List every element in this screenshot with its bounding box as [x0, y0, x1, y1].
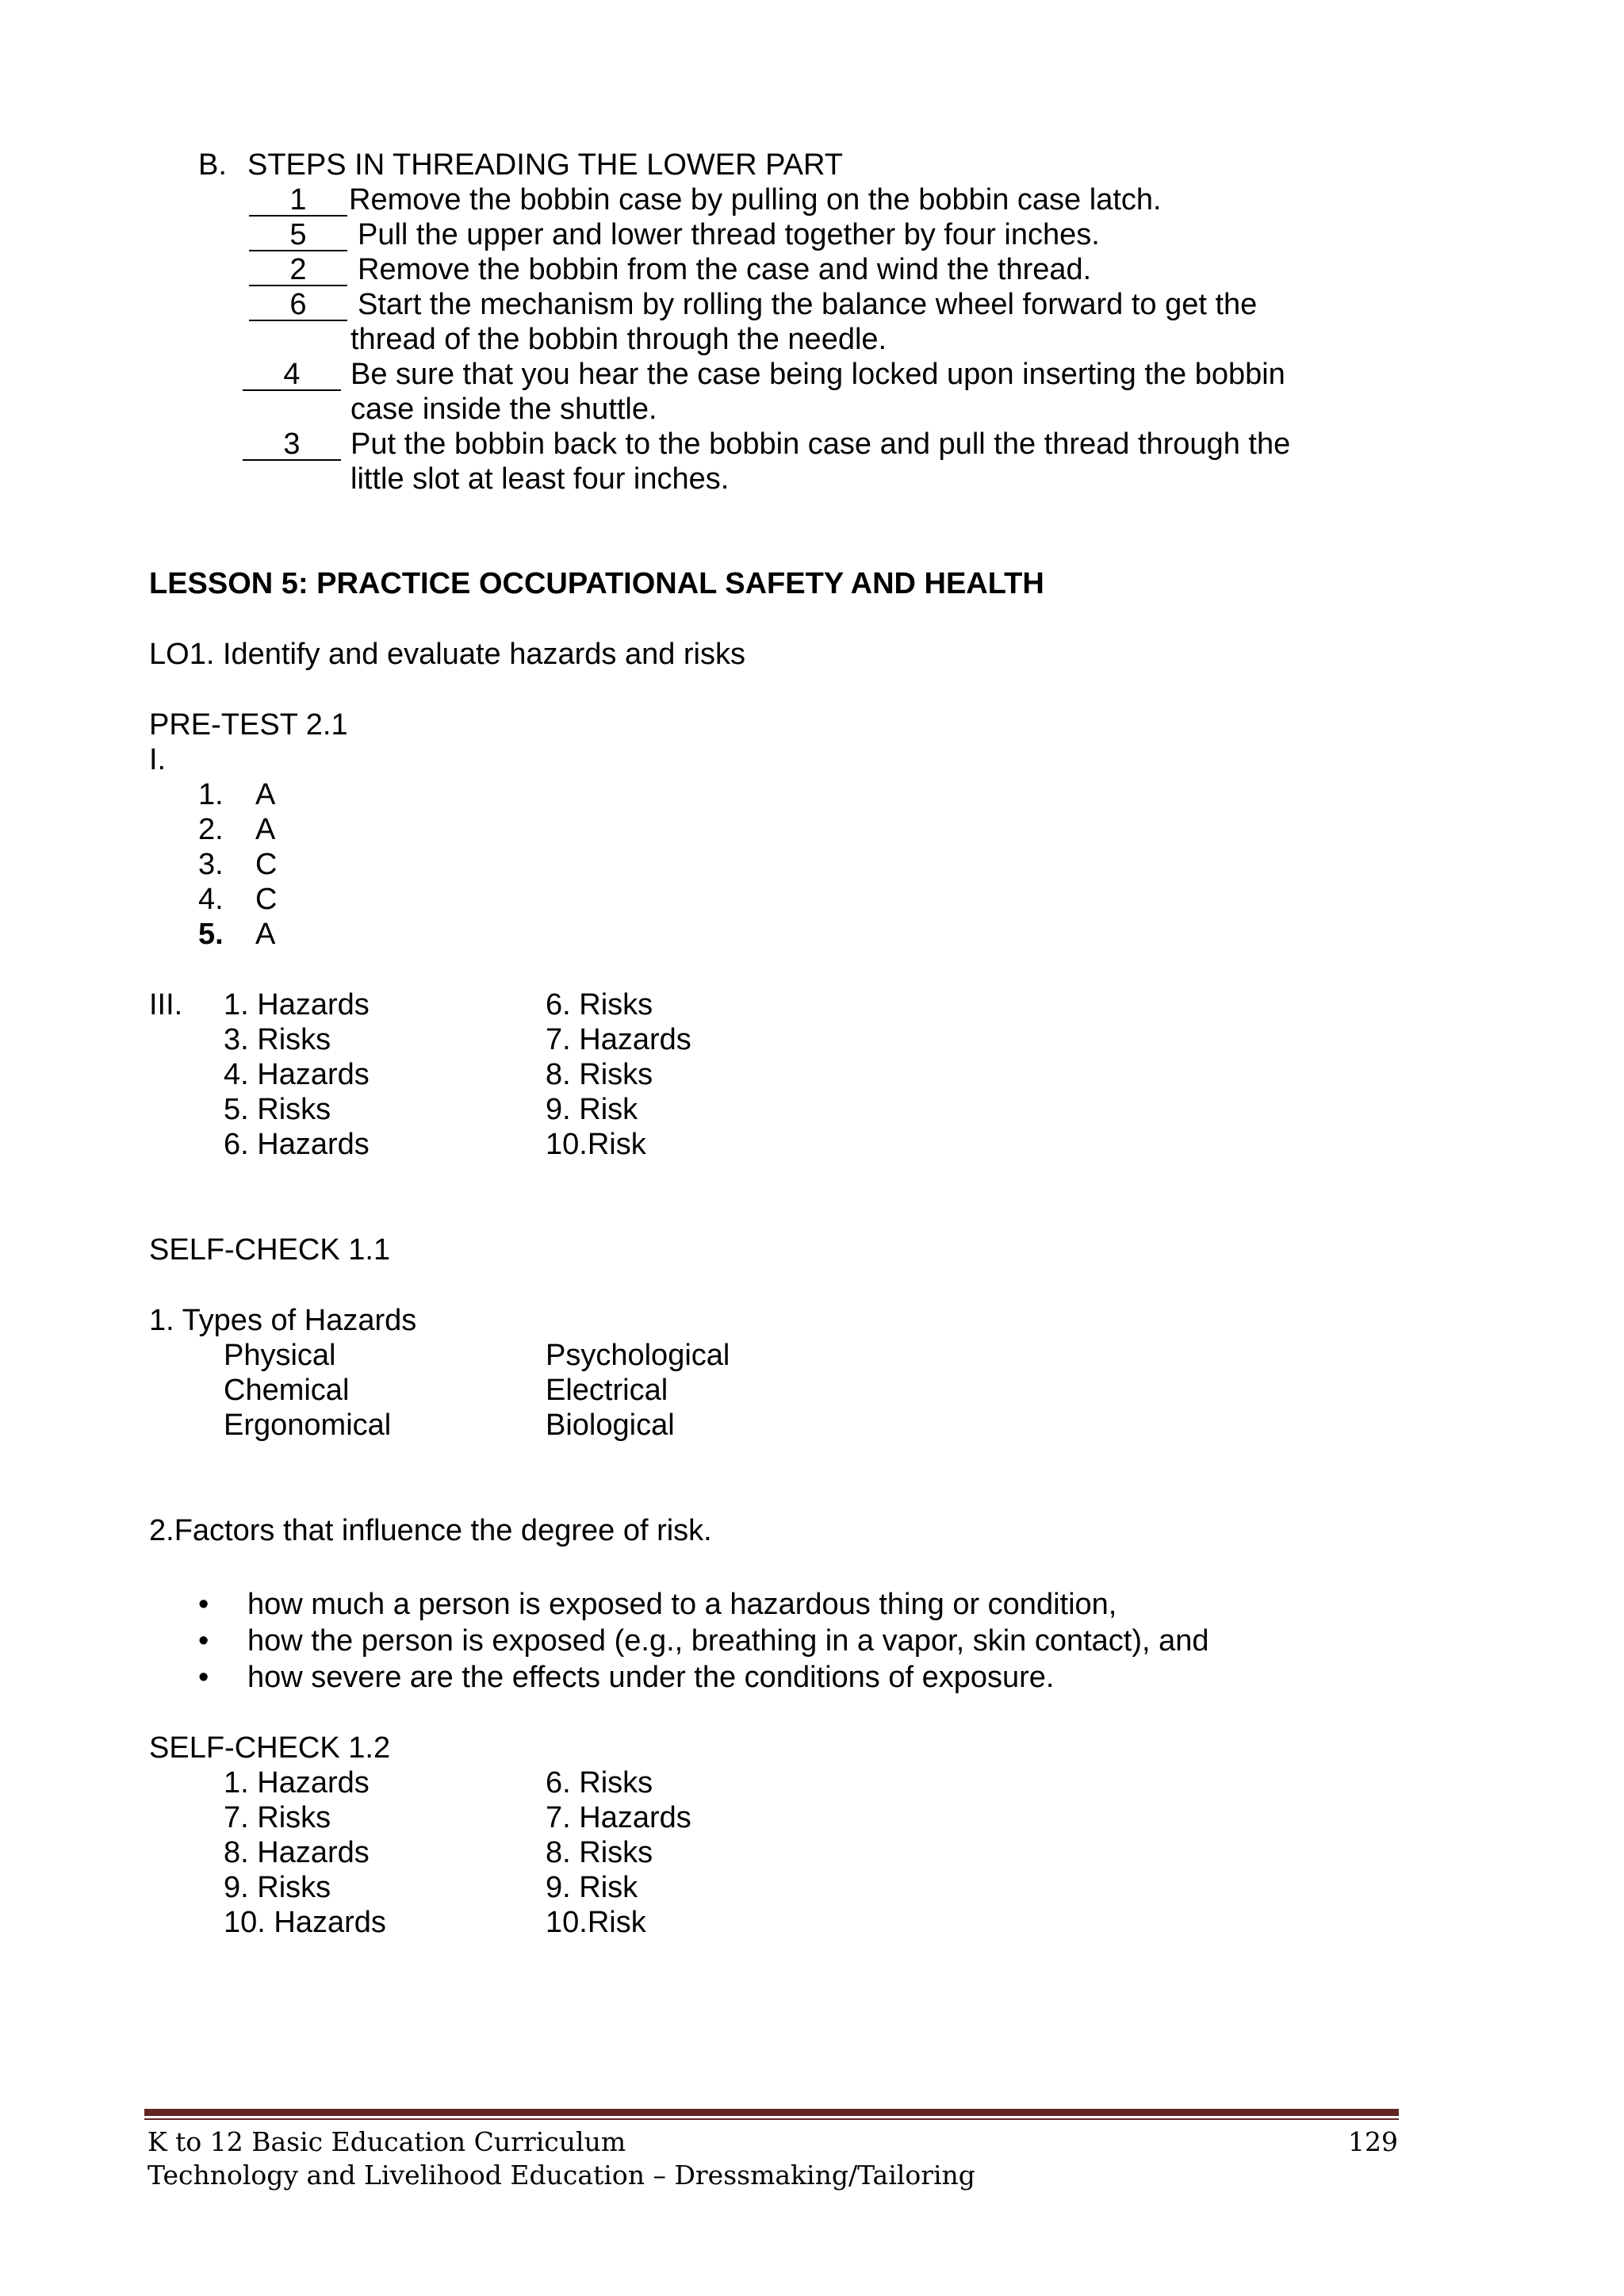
selfcheck-right-item: 7. Hazards	[546, 1801, 691, 1834]
footer-rule-thin	[144, 2118, 1399, 2120]
hazard-type: Biological	[546, 1409, 675, 1442]
step-number-blank: 6	[249, 289, 347, 321]
answer-number: 2.	[198, 813, 224, 846]
selfcheck-right-item: 9. Risk	[546, 1871, 638, 1904]
bullet-text: how the person is exposed (e.g., breathing in a vapor, skin contact), and	[247, 1624, 1209, 1658]
part3-left-item: 3. Risks	[224, 1023, 331, 1056]
answer-letter: A	[255, 918, 276, 951]
answer-number: 3.	[198, 848, 224, 881]
lesson-title: LESSON 5: PRACTICE OCCUPATIONAL SAFETY AND HEALTH	[149, 567, 1044, 600]
selfcheck-left-item: 7. Risks	[224, 1801, 331, 1834]
answer-letter: C	[255, 848, 278, 881]
step-number-blank: 1	[249, 185, 347, 217]
selfcheck-right-item: 10.Risk	[546, 1906, 646, 1939]
part3-left-item: 1. Hazards	[224, 988, 370, 1022]
hazard-type: Chemical	[224, 1374, 350, 1407]
hazard-type: Psychological	[546, 1339, 730, 1372]
answer-letter: A	[255, 813, 276, 846]
step-text-continued: case inside the shuttle.	[350, 393, 657, 426]
step-number-blank: 5	[249, 220, 347, 251]
step-number-blank: 3	[243, 429, 341, 461]
bullet-icon: •	[198, 1661, 209, 1694]
step-text: Remove the bobbin case by pulling on the bobbin case latch.	[349, 183, 1162, 217]
step-row	[249, 182, 347, 217]
pretest-part3-label: III.	[149, 988, 183, 1022]
step-row	[243, 357, 341, 392]
hazard-type: Physical	[224, 1339, 336, 1372]
selfcheck-left-item: 10. Hazards	[224, 1906, 386, 1939]
answer-number: 1.	[198, 778, 224, 811]
step-row	[249, 287, 347, 322]
step-number-blank: 2	[249, 255, 347, 286]
pretest-title: PRE-TEST 2.1	[149, 708, 348, 742]
step-text: Pull the upper and lower thread together by four inches.	[358, 218, 1100, 251]
selfcheck-1-2-title: SELF-CHECK 1.2	[149, 1731, 391, 1765]
step-row	[249, 252, 347, 287]
selfcheck-left-item: 8. Hazards	[224, 1836, 370, 1869]
footer-subject: Technology and Livelihood Education – Dressmaking/Tailoring	[147, 2160, 975, 2191]
step-text: Put the bobbin back to the bobbin case and pull the thread through the	[350, 427, 1291, 461]
step-row	[249, 217, 347, 252]
part3-left-item: 6. Hazards	[224, 1128, 370, 1161]
part3-left-item: 5. Risks	[224, 1093, 331, 1126]
hazard-type: Electrical	[546, 1374, 668, 1407]
selfcheck-1-1-title: SELF-CHECK 1.1	[149, 1233, 391, 1267]
part3-right-item: 10.Risk	[546, 1128, 646, 1161]
footer-curriculum: K to 12 Basic Education Curriculum	[147, 2126, 626, 2157]
answer-number: 5.	[198, 918, 224, 951]
pretest-part1-label: I.	[149, 743, 167, 776]
selfcheck-left-item: 9. Risks	[224, 1871, 331, 1904]
answer-letter: A	[255, 778, 276, 811]
selfcheck-right-item: 8. Risks	[546, 1836, 653, 1869]
selfcheck-question-1: 1. Types of Hazards	[149, 1304, 417, 1337]
part3-right-item: 6. Risks	[546, 988, 653, 1022]
selfcheck-left-item: 1. Hazards	[224, 1766, 370, 1800]
bullet-icon: •	[198, 1624, 209, 1658]
learning-outcome: LO1. Identify and evaluate hazards and risks	[149, 638, 746, 671]
part3-right-item: 9. Risk	[546, 1093, 638, 1126]
section-b-heading: STEPS IN THREADING THE LOWER PART	[247, 148, 843, 182]
answer-number: 4.	[198, 883, 224, 916]
section-b-letter: B.	[198, 148, 227, 182]
bullet-text: how severe are the effects under the conditions of exposure.	[247, 1661, 1055, 1694]
page-number: 129	[1348, 2126, 1398, 2157]
footer-rule-thick	[144, 2109, 1399, 2116]
step-text-continued: thread of the bobbin through the needle.	[350, 323, 887, 356]
selfcheck-right-item: 6. Risks	[546, 1766, 653, 1800]
bullet-icon: •	[198, 1588, 209, 1621]
step-text: Start the mechanism by rolling the balance wheel forward to get the	[358, 288, 1258, 321]
step-text: Be sure that you hear the case being locked upon inserting the bobbin	[350, 358, 1285, 391]
step-text-continued: little slot at least four inches.	[350, 462, 730, 496]
part3-left-item: 4. Hazards	[224, 1058, 370, 1091]
step-row	[243, 427, 341, 462]
hazard-type: Ergonomical	[224, 1409, 392, 1442]
step-text: Remove the bobbin from the case and wind the thread.	[358, 253, 1092, 286]
selfcheck-question-2: 2.Factors that influence the degree of risk.	[149, 1514, 712, 1547]
answer-letter: C	[255, 883, 278, 916]
part3-right-item: 8. Risks	[546, 1058, 653, 1091]
step-number-blank: 4	[243, 359, 341, 391]
part3-right-item: 7. Hazards	[546, 1023, 691, 1056]
bullet-text: how much a person is exposed to a hazardous thing or condition,	[247, 1588, 1117, 1621]
